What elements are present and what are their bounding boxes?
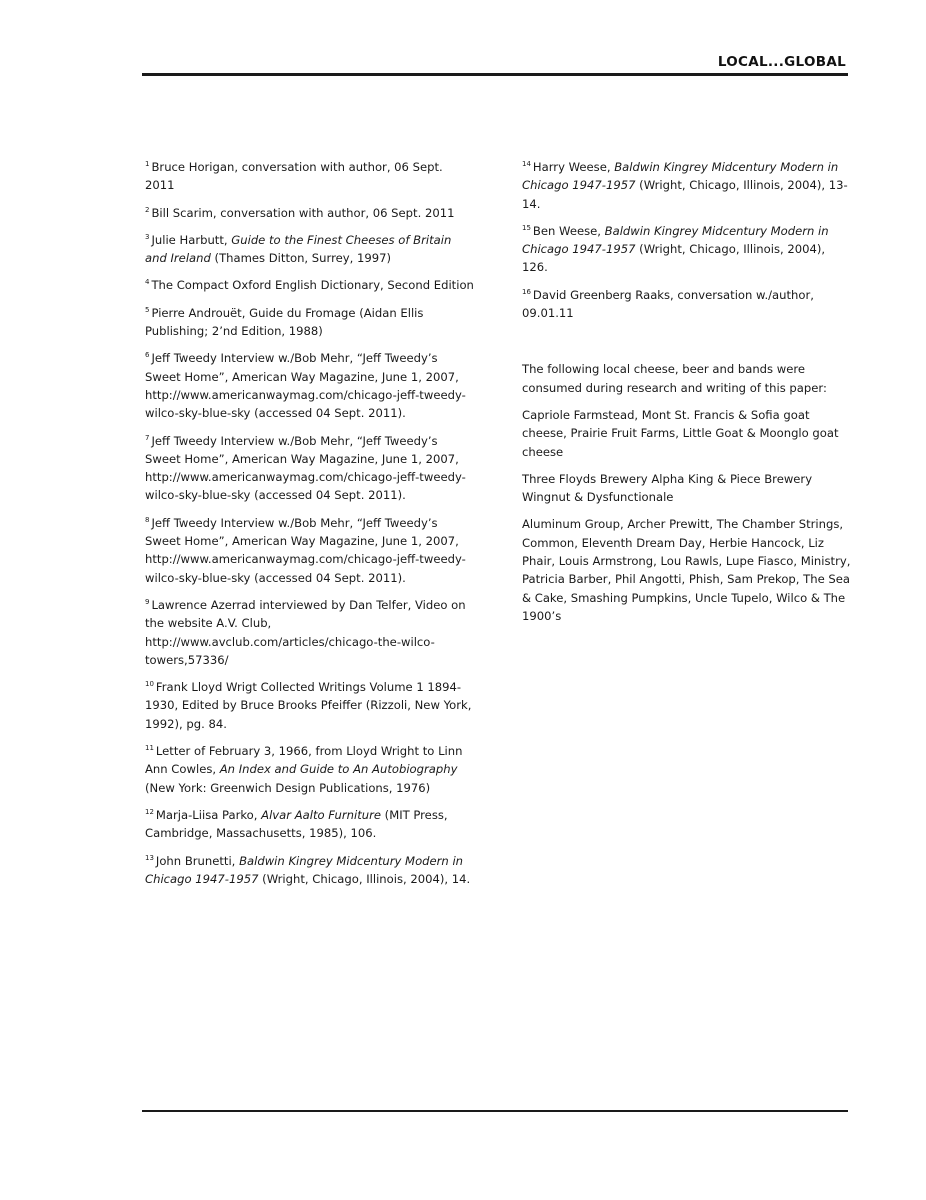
endnote-text: Lawrence Azerrad interviewed by Dan Telfer, Video on the website A.V. Club, http://www.avclub.com/articles/chicago-the-wilco-towers,57336/ bbox=[145, 597, 466, 667]
endnote-number: 5 bbox=[145, 305, 150, 314]
endnote-number: 14 bbox=[522, 160, 531, 168]
endnotes-left-column bbox=[145, 158, 475, 897]
endnote bbox=[145, 276, 475, 294]
endnote-number: 10 bbox=[145, 680, 154, 689]
endnote-text: (MIT Press, Cambridge, Massachusetts, 1985), 106. bbox=[145, 807, 448, 841]
endnote-number: 6 bbox=[145, 351, 150, 360]
page-header-title: LOCAL...GLOBAL bbox=[717, 54, 846, 70]
footer-rule bbox=[142, 1110, 848, 1112]
endnote bbox=[145, 678, 475, 733]
endnote-text: (Wright, Chicago, Illinois, 2004), 126. bbox=[522, 242, 826, 275]
endnote bbox=[522, 286, 852, 323]
endnote-text: Pierre Androuët, Guide du Fromage (Aidan Ellis Publishing; 2’nd Edition, 1988) bbox=[145, 305, 424, 339]
endnote bbox=[522, 158, 852, 213]
header-rule bbox=[142, 73, 848, 76]
endnote-number: 15 bbox=[522, 223, 531, 232]
endnote-text: Letter of February 3, 1966, from Lloyd Wright to Linn Ann Cowles, bbox=[145, 744, 463, 777]
endnote-text: Bruce Horigan, conversation with author, 06 Sept. 2011 bbox=[145, 160, 443, 193]
endnote-text: (Thames Ditton, Surrey, 1997) bbox=[210, 251, 391, 266]
endnote bbox=[145, 806, 475, 843]
endnote bbox=[145, 204, 475, 222]
endnote bbox=[145, 158, 475, 195]
endnote-number: 16 bbox=[522, 287, 531, 296]
endnote-title: An Index and Guide to An Autobiography bbox=[219, 762, 458, 777]
endnote-title: Guide to the Finest Cheeses of Britain and Ireland bbox=[145, 232, 452, 266]
closing-intro: The following local cheese, beer and bands were consumed during research and writing of this paper: bbox=[522, 362, 827, 395]
endnote bbox=[145, 596, 475, 669]
endnote bbox=[522, 222, 852, 277]
endnote-text: Bill Scarim, conversation with author, 06 Sept. 2011 bbox=[151, 205, 455, 220]
endnote-number: 8 bbox=[145, 515, 150, 524]
endnote-title: Alvar Aalto Furniture bbox=[261, 807, 381, 822]
endnote-text: John Brunetti, bbox=[155, 853, 240, 868]
endnote-number: 4 bbox=[145, 278, 150, 287]
endnote bbox=[145, 852, 475, 889]
endnote-text: (New York: Greenwich Design Publications, 1976) bbox=[145, 780, 431, 795]
endnote-text: The Compact Oxford English Dictionary, Second Edition bbox=[151, 278, 474, 293]
endnote-text: (Wright, Chicago, Illinois, 2004), 14. bbox=[258, 871, 471, 886]
closing-cheese-list: Capriole Farmstead, Mont St. Francis & Sofia goat cheese, Prairie Fruit Farms, Little Goat & Moonglo goat cheese bbox=[522, 407, 839, 459]
endnote-title: Baldwin Kingrey Midcentury Modern in Chicago 1947-1957 bbox=[522, 160, 839, 193]
endnote-text: Julie Harbutt, bbox=[151, 232, 232, 247]
endnote-number: 9 bbox=[145, 597, 150, 606]
endnote bbox=[145, 231, 475, 268]
endnote-title: Baldwin Kingrey Midcentury Modern in Chicago 1947-1957 bbox=[522, 223, 829, 257]
endnote-number: 7 bbox=[145, 433, 150, 442]
endnote bbox=[145, 432, 475, 505]
endnote-text: Harry Weese, bbox=[532, 160, 615, 174]
closing-section bbox=[522, 360, 852, 625]
endnote-text: Marja-Liisa Parko, bbox=[155, 807, 262, 822]
endnote-text: Ben Weese, bbox=[532, 223, 605, 238]
endnote-text: Jeff Tweedy Interview w./Bob Mehr, “Jeff Tweedy’s Sweet Home”, American Way Magazine, June 1, 2007, http://www.americanwaymag.com/chicago-jeff-tweedy-wilco-sky-blue-sky (accessed 04 Sept. 2011). bbox=[145, 515, 466, 585]
endnote-text: David Greenberg Raaks, conversation w./author, 09.01.11 bbox=[522, 287, 814, 321]
endnote bbox=[145, 304, 475, 341]
endnote-text: Jeff Tweedy Interview w./Bob Mehr, “Jeff Tweedy’s Sweet Home”, American Way Magazine, June 1, 2007, http://www.americanwaymag.com/chicago-jeff-tweedy-wilco-sky-blue-sky (accessed 04 Sept. 2011). bbox=[145, 351, 466, 421]
endnote bbox=[145, 742, 475, 797]
endnote-number: 1 bbox=[145, 160, 150, 168]
closing-beer-list: Three Floyds Brewery Alpha King & Piece Brewery Wingnut & Dysfunctionale bbox=[522, 471, 813, 505]
endnote-number: 13 bbox=[145, 853, 154, 862]
endnote-number: 3 bbox=[145, 232, 150, 241]
endnotes-right-column bbox=[522, 158, 852, 634]
endnote bbox=[145, 514, 475, 587]
endnote-number: 12 bbox=[145, 807, 154, 816]
endnote bbox=[145, 349, 475, 422]
endnote-text: Frank Lloyd Wrigt Collected Writings Volume 1 1894-1930, Edited by Bruce Brooks Pfeiffer (Rizzoli, New York, 1992), pg. 84. bbox=[145, 680, 472, 731]
endnote-number: 11 bbox=[145, 744, 154, 753]
endnote-title: Baldwin Kingrey Midcentury Modern in Chicago 1947-1957 bbox=[145, 853, 464, 886]
endnote-text: (Wright, Chicago, Illinois, 2004), 13-14. bbox=[522, 178, 848, 211]
closing-bands-list: Aluminum Group, Archer Prewitt, The Chamber Strings, Common, Eleventh Dream Day, Herbie Hancock, Liz Phair, Louis Armstrong, Lou Rawls, Lupe Fiasco, Ministry, Patricia Barber, Phil Angotti, Phish, Sam Prekop, The Sea & Cake, Smashing Pumpkins, Uncle Tupelo, Wilco & The 1900’s bbox=[522, 517, 851, 623]
endnote-text: Jeff Tweedy Interview w./Bob Mehr, “Jeff Tweedy’s Sweet Home”, American Way Magazine, June 1, 2007, http://www.americanwaymag.com/chicago-jeff-tweedy-wilco-sky-blue-sky (accessed 04 Sept. 2011). bbox=[145, 433, 466, 503]
endnote-number: 2 bbox=[145, 205, 150, 214]
